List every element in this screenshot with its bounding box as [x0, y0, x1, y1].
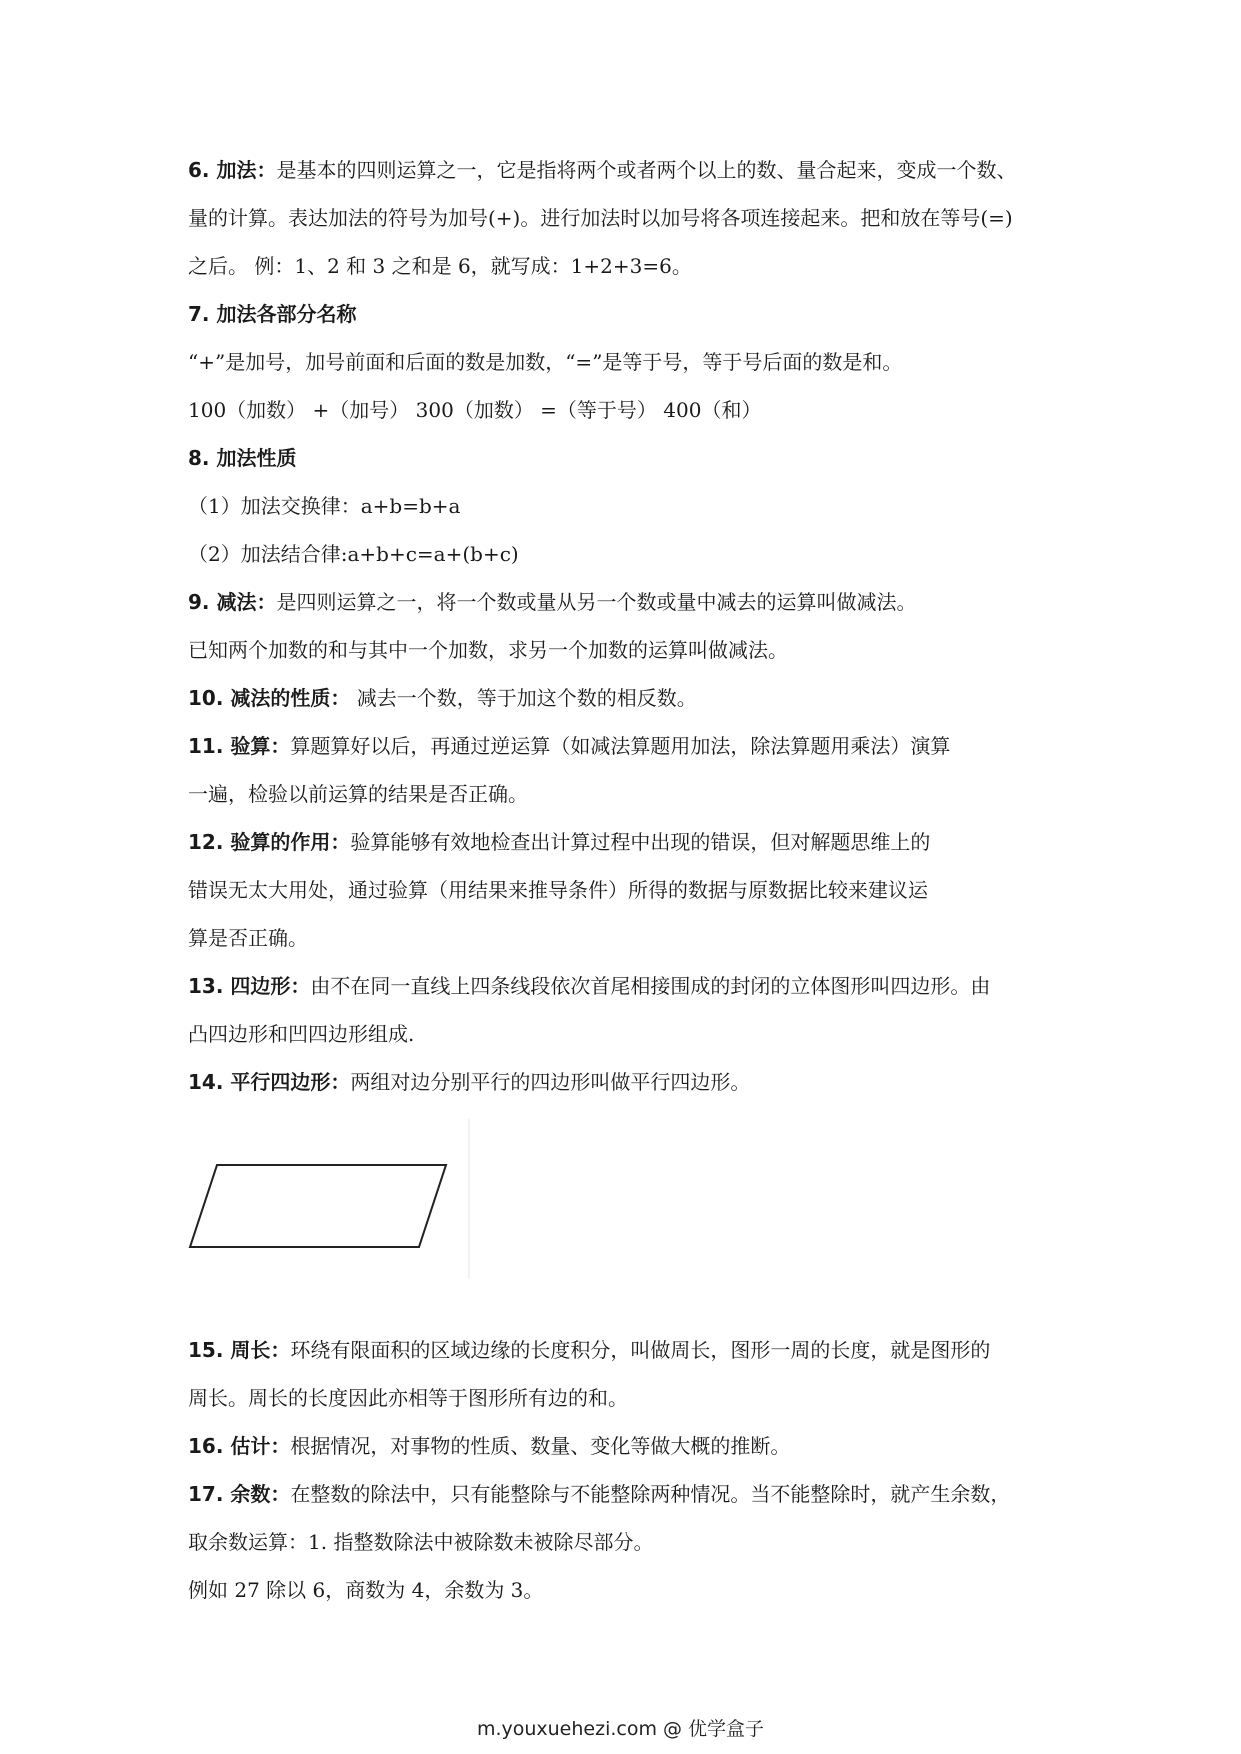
term-label: 17. 余数： — [188, 1482, 291, 1506]
footer-watermark: m.youxuehezi.com @ 优学盒子 — [476, 1718, 765, 1740]
section-heading — [188, 445, 1056, 493]
text-line — [188, 1577, 1056, 1625]
text-line — [188, 973, 1056, 1021]
text-line — [188, 205, 1056, 253]
body-text: 环绕有限面积的区域边缘的长度积分，叫做周长，图形一周的长度，就是图形的 — [290, 1338, 991, 1362]
term-label: 13. 四边形： — [188, 974, 311, 998]
text-line — [188, 1385, 1056, 1433]
body-text: 算题算好以后，再通过逆运算（如减法算题用加法，除法算题用乘法）演算 — [290, 734, 951, 758]
body-text: （1）加法交换律：a+b=b+a — [188, 494, 461, 518]
text-line — [188, 1021, 1056, 1069]
body-text: 在整数的除法中，只有能整除与不能整除两种情况。当不能整除时，就产生余数， — [290, 1482, 1011, 1506]
text-line — [188, 1337, 1056, 1385]
text-line — [188, 733, 1056, 781]
text-line — [188, 1433, 1056, 1481]
text-line — [188, 157, 1056, 205]
text-line — [188, 541, 1056, 589]
text-line — [188, 397, 1056, 445]
body-text: “+”是加号，加号前面和后面的数是加数，“=”是等于号，等于号后面的数是和。 — [188, 350, 903, 374]
term-label: 10. 减法的性质： — [188, 686, 351, 710]
body-text: 是四则运算之一，将一个数或量从另一个数或量中减去的运算叫做减法。 — [276, 590, 917, 614]
parallelogram-shape — [184, 1119, 484, 1279]
body-text: 取余数运算：1. 指整数除法中被除数未被除尽部分。 — [188, 1530, 654, 1554]
text-line — [188, 829, 1056, 877]
section-heading — [188, 301, 1056, 349]
text-line — [188, 685, 1056, 733]
body-text: 之后。 例：1、2 和 3 之和是 6，就写成：1+2+3=6。 — [188, 254, 692, 278]
text-line — [188, 349, 1056, 397]
body-text: 减去一个数，等于加这个数的相反数。 — [350, 686, 697, 710]
body-text: 100（加数） +（加号） 300（加数） =（等于号） 400（和） — [188, 398, 762, 422]
term-label: 12. 验算的作用： — [188, 830, 351, 854]
body-text: 已知两个加数的和与其中一个加数，求另一个加数的运算叫做减法。 — [188, 638, 788, 662]
body-text: 量的计算。表达加法的符号为加号(+)。进行加法时以加号将各项连接起来。把和放在等号(=) — [188, 206, 1013, 230]
text-line — [188, 781, 1056, 829]
text-line — [188, 253, 1056, 301]
heading-text: 8. 加法性质 — [188, 446, 297, 470]
text-line — [188, 1481, 1056, 1529]
body-text: 算是否正确。 — [188, 926, 308, 950]
term-label: 6. 加法： — [188, 158, 277, 182]
term-label: 14. 平行四边形： — [188, 1070, 351, 1094]
body-text: （2）加法结合律:a+b+c=a+(b+c) — [188, 542, 519, 566]
term-label: 15. 周长： — [188, 1338, 291, 1362]
body-text: 错误无太大用处，通过验算（用结果来推导条件）所得的数据与原数据比较来建议运 — [188, 878, 928, 902]
body-text: 根据情况，对事物的性质、数量、变化等做大概的推断。 — [290, 1434, 791, 1458]
text-line — [188, 1529, 1056, 1577]
text-line — [188, 493, 1056, 541]
text-line — [188, 877, 1056, 925]
text-line — [188, 589, 1056, 637]
term-label: 16. 估计： — [188, 1434, 291, 1458]
body-text: 周长。周长的长度因此亦相等于图形所有边的和。 — [188, 1386, 628, 1410]
body-text: 由不在同一直线上四条线段依次首尾相接围成的封闭的立体图形叫四边形。由 — [310, 974, 991, 998]
body-text: 是基本的四则运算之一，它是指将两个或者两个以上的数、量合起来，变成一个数、 — [276, 158, 1017, 182]
body-text: 验算能够有效地检查出计算过程中出现的错误，但对解题思维上的 — [350, 830, 931, 854]
body-text: 凸四边形和凹四边形组成. — [188, 1022, 415, 1046]
document-body — [188, 157, 1056, 1625]
parallelogram-figure — [188, 1117, 1056, 1337]
text-line — [188, 925, 1056, 973]
body-text: 两组对边分别平行的四边形叫做平行四边形。 — [350, 1070, 751, 1094]
heading-text: 7. 加法各部分名称 — [188, 302, 357, 326]
text-line — [188, 637, 1056, 685]
term-label: 9. 减法： — [188, 590, 277, 614]
term-label: 11. 验算： — [188, 734, 291, 758]
text-line — [188, 1069, 1056, 1117]
body-text: 例如 27 除以 6，商数为 4，余数为 3。 — [188, 1578, 544, 1602]
body-text: 一遍，检验以前运算的结果是否正确。 — [188, 782, 528, 806]
